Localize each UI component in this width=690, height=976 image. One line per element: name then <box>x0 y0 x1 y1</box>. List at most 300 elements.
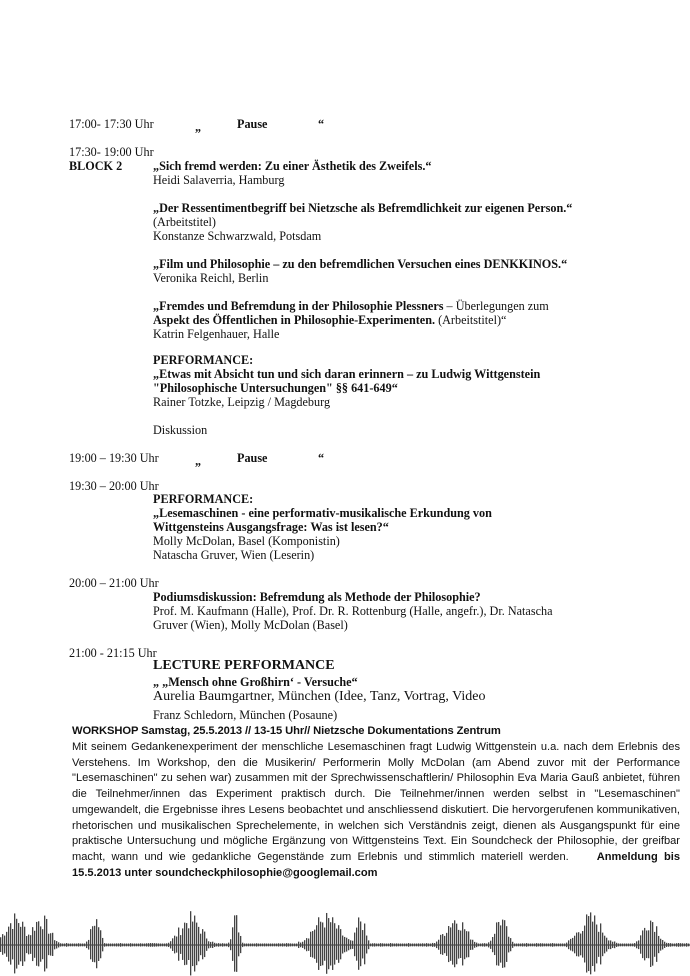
waveform-bar <box>4 936 5 954</box>
waveform-bar <box>152 943 153 947</box>
waveform-bar <box>588 916 589 971</box>
waveform-bar <box>452 923 453 964</box>
waveform-bar <box>582 931 583 958</box>
waveform-bar <box>594 915 595 971</box>
waveform-bar <box>682 943 683 946</box>
waveform-bar <box>498 922 499 966</box>
waveform-bar <box>510 938 511 951</box>
waveform-bar <box>242 943 243 947</box>
waveform-bar <box>310 932 311 957</box>
waveform-bar <box>616 943 617 947</box>
waveform-bar <box>396 943 397 946</box>
slot2000-line1: Prof. M. Kaufmann (Halle), Prof. Dr. R. Rottenburg (Halle, angefr.), Dr. Natascha <box>153 604 553 618</box>
pause2-close-quote: “ <box>318 451 325 465</box>
waveform-bar <box>508 937 509 953</box>
waveform-bar <box>586 914 587 972</box>
waveform-bar <box>606 938 607 952</box>
waveform-bar <box>186 923 187 965</box>
waveform-bar <box>550 943 551 946</box>
waveform-bar <box>254 944 255 947</box>
waveform-bar <box>176 937 177 953</box>
waveform-bar <box>178 928 179 961</box>
waveform-bar <box>228 943 229 948</box>
waveform-bar <box>210 942 211 948</box>
slot2100-time: 21:00 - 21:15 Uhr <box>69 646 157 660</box>
waveform-bar <box>340 929 341 959</box>
waveform-bar <box>204 932 205 957</box>
waveform-bar <box>108 944 109 947</box>
waveform-bar <box>468 931 469 957</box>
waveform-bar <box>168 943 169 947</box>
waveform-bar <box>294 944 295 947</box>
waveform-bar <box>524 943 525 946</box>
waveform-bar <box>552 943 553 947</box>
waveform-bar <box>50 933 51 955</box>
waveform-bar <box>610 940 611 949</box>
waveform-bar <box>264 943 265 946</box>
waveform-bar <box>136 944 137 947</box>
waveform-bar <box>270 944 271 947</box>
waveform-bar <box>14 913 15 973</box>
waveform-bar <box>38 921 39 966</box>
waveform-bar <box>120 943 121 947</box>
waveform-bar <box>10 923 11 964</box>
waveform-bar <box>668 943 669 947</box>
waveform-bar <box>592 922 593 966</box>
waveform-bar <box>486 944 487 947</box>
waveform-bar <box>114 944 115 947</box>
waveform-bar <box>36 922 37 966</box>
waveform-bar <box>656 926 657 962</box>
waveform-bar <box>684 943 685 946</box>
waveform-bar <box>412 944 413 947</box>
waveform-bar <box>374 943 375 946</box>
waveform-bar <box>354 933 355 957</box>
waveform-bar <box>260 944 261 947</box>
pause2-time: 19:00 – 19:30 Uhr <box>69 451 159 465</box>
waveform-bar <box>130 943 131 946</box>
waveform-bar <box>284 944 285 947</box>
waveform-bar <box>64 944 65 947</box>
waveform-bar <box>282 943 283 946</box>
waveform-bar <box>232 927 233 961</box>
waveform-bar <box>504 920 505 967</box>
slot2000-title: Podiumsdiskussion: Befremdung als Methode der Philosophie? <box>153 590 481 604</box>
waveform-bar <box>128 944 129 947</box>
waveform-bar <box>240 936 241 953</box>
waveform-bar <box>332 917 333 970</box>
waveform-bar <box>680 943 681 946</box>
waveform-bar <box>32 927 33 961</box>
waveform-bar <box>88 940 89 950</box>
waveform-bar <box>206 939 207 951</box>
waveform-bar <box>628 944 629 947</box>
waveform-bar <box>390 943 391 947</box>
waveform-bar <box>336 929 337 960</box>
waveform-bar <box>380 943 381 947</box>
waveform-bar <box>570 939 571 951</box>
waveform-bar <box>94 926 95 962</box>
waveform-bar <box>42 929 43 959</box>
waveform-bar <box>372 943 373 946</box>
waveform-bar <box>624 944 625 947</box>
waveform-bar <box>382 943 383 946</box>
waveform-bar <box>418 943 419 946</box>
waveform-bar <box>238 932 239 956</box>
talk4-title-line2 <box>153 313 506 327</box>
waveform-bar <box>500 925 501 962</box>
waveform-bar <box>56 941 57 948</box>
waveform-bar <box>146 943 147 946</box>
waveform-bar <box>420 944 421 947</box>
slot1930-title-line1: „Lesemaschinen - eine performativ-musikalische Erkundung von <box>153 506 492 520</box>
waveform-bar <box>322 922 323 965</box>
waveform-bar <box>482 943 483 946</box>
waveform-bar <box>244 944 245 947</box>
waveform-bar <box>250 944 251 947</box>
waveform-bar <box>432 943 433 947</box>
waveform-bar <box>480 944 481 947</box>
waveform-bar <box>520 944 521 947</box>
waveform-bar <box>638 940 639 949</box>
waveform-bar <box>2 934 3 955</box>
waveform-bar <box>104 943 105 947</box>
waveform-bar <box>212 942 213 948</box>
waveform-bar <box>394 944 395 947</box>
waveform-bar <box>490 941 491 949</box>
waveform-bar <box>174 936 175 954</box>
waveform-bar <box>84 944 85 947</box>
waveform-bar <box>188 928 189 960</box>
waveform-bar <box>306 938 307 951</box>
waveform-bar <box>286 943 287 947</box>
pause2-label: Pause <box>237 451 268 465</box>
waveform-bar <box>6 932 7 957</box>
waveform-bar <box>184 923 185 966</box>
waveform-bar <box>224 944 225 947</box>
waveform-bar <box>636 941 637 948</box>
waveform-bar <box>602 933 603 957</box>
block2-time: 17:30- 19:00 Uhr <box>69 145 154 159</box>
waveform-bar <box>556 944 557 947</box>
waveform-bar <box>342 936 343 954</box>
waveform-bar <box>672 944 673 947</box>
waveform-bar <box>366 936 367 954</box>
waveform-bar <box>156 943 157 946</box>
waveform-bar <box>202 929 203 959</box>
waveform-bar <box>424 944 425 947</box>
waveform-bar <box>102 938 103 951</box>
waveform-bar <box>362 930 363 958</box>
waveform-bar <box>494 934 495 955</box>
waveform-bar <box>356 928 357 961</box>
waveform-bar <box>548 944 549 947</box>
waveform-bar <box>446 933 447 956</box>
waveform-bar <box>444 936 445 953</box>
waveform-bar <box>214 943 215 947</box>
waveform-bar <box>364 924 365 965</box>
waveform-bar <box>650 921 651 967</box>
workshop-registration: Anmeldung bis 15.5.2013 unter soundcheckphilosophie@googlemail.com <box>72 850 681 879</box>
waveform-bar <box>100 930 101 958</box>
pause1-close-quote: “ <box>318 117 325 131</box>
waveform-bar <box>110 944 111 947</box>
waveform-bar <box>370 944 371 947</box>
waveform-bar <box>12 929 13 959</box>
talk4-title-line1-rest: – Überlegungen zum <box>443 299 549 313</box>
waveform-bar <box>320 922 321 966</box>
waveform-bar <box>660 939 661 951</box>
talk3-speaker: Veronika Reichl, Berlin <box>153 271 269 285</box>
waveform-bar <box>462 922 463 965</box>
waveform-bar <box>272 944 273 947</box>
slot2000-time: 20:00 – 21:00 Uhr <box>69 576 159 590</box>
waveform-bar <box>454 920 455 967</box>
waveform-bar <box>540 943 541 946</box>
talk2-note: (Arbeitstitel) <box>153 215 216 229</box>
waveform-bar <box>448 926 449 962</box>
waveform-bar <box>496 922 497 965</box>
waveform-decoration <box>0 905 690 976</box>
talk4-title-line1-bold: „Fremdes und Befremdung in der Philosophie Plessners <box>153 299 444 313</box>
waveform-bar <box>488 942 489 947</box>
waveform-bar <box>538 943 539 946</box>
waveform-bar <box>118 943 119 946</box>
waveform-bar <box>376 944 377 947</box>
workshop-body <box>72 740 680 881</box>
waveform-bar <box>66 943 67 947</box>
discussion-label: Diskussion <box>153 423 208 437</box>
waveform-bar <box>392 943 393 946</box>
waveform-bar <box>536 943 537 947</box>
pause1-label: Pause <box>237 117 268 131</box>
waveform-bar <box>648 930 649 958</box>
waveform-bar <box>296 944 297 947</box>
waveform-bar <box>600 923 601 964</box>
performance-title-line2: "Philosophische Untersuchungen" §§ 641-649“ <box>153 381 398 395</box>
waveform-bar <box>180 935 181 954</box>
waveform-bar <box>266 944 267 947</box>
waveform-bar <box>330 922 331 965</box>
waveform-bar <box>408 943 409 947</box>
waveform-bar <box>352 941 353 949</box>
waveform-bar <box>150 943 151 947</box>
waveform-bar <box>34 931 35 958</box>
waveform-bar <box>326 913 327 974</box>
waveform-bar <box>216 943 217 946</box>
waveform-bar <box>334 923 335 964</box>
waveform-bar <box>24 927 25 962</box>
waveform-bar <box>584 926 585 963</box>
waveform-bar <box>534 944 535 947</box>
waveform-bar <box>328 918 329 969</box>
waveform-bar <box>612 942 613 948</box>
waveform-bar <box>324 928 325 961</box>
waveform-bar <box>618 943 619 946</box>
waveform-bar <box>542 943 543 946</box>
waveform-bar <box>256 943 257 946</box>
waveform-bar <box>230 939 231 950</box>
slot1930-heading: PERFORMANCE: <box>153 492 254 506</box>
waveform-bar <box>406 944 407 947</box>
waveform-bar <box>580 934 581 956</box>
waveform-bar <box>160 943 161 946</box>
waveform-bar <box>154 943 155 947</box>
waveform-bar <box>262 944 263 947</box>
waveform-bar <box>502 920 503 968</box>
waveform-bar <box>516 944 517 947</box>
waveform-bar <box>80 944 81 947</box>
waveform-bar <box>676 943 677 946</box>
waveform-bar <box>138 944 139 947</box>
waveform-bar <box>144 944 145 947</box>
waveform-bar <box>134 944 135 947</box>
waveform-bar <box>632 944 633 947</box>
waveform-bar <box>440 935 441 954</box>
waveform-bar <box>122 944 123 947</box>
waveform-bar <box>644 928 645 960</box>
waveform-bar <box>358 917 359 969</box>
pause2-open-quote: „ <box>195 454 202 468</box>
waveform-bar <box>196 923 197 966</box>
workshop-heading: WORKSHOP Samstag, 25.5.2013 // 13-15 Uhr// Nietzsche Dokumentations Zentrum <box>72 725 501 737</box>
slot2100-person2: Franz Schledorn, München (Posaune) <box>153 708 338 722</box>
talk4-note: (Arbeitstitel)“ <box>435 313 507 327</box>
waveform-bar <box>688 944 689 947</box>
waveform-bar <box>96 919 97 968</box>
waveform-bar <box>360 921 361 966</box>
talk2-title: „Der Ressentimentbegriff bei Nietzsche als Befremdlichkeit zur eigenen Person.“ <box>153 201 573 215</box>
waveform-bar <box>546 943 547 946</box>
waveform-bar <box>200 934 201 955</box>
waveform-bar <box>622 944 623 947</box>
slot1930-time: 19:30 – 20:00 Uhr <box>69 479 159 493</box>
waveform-bar <box>434 943 435 947</box>
waveform-bar <box>564 944 565 947</box>
waveform-bar <box>654 932 655 957</box>
waveform-bar <box>82 944 83 947</box>
waveform-bar <box>22 922 23 966</box>
waveform-bar <box>438 940 439 950</box>
waveform-bar <box>652 922 653 966</box>
waveform-bar <box>54 940 55 949</box>
waveform-bar <box>344 937 345 952</box>
waveform-bar <box>484 943 485 946</box>
waveform-bar <box>288 943 289 946</box>
waveform-bar <box>308 939 309 951</box>
waveform-bar <box>318 917 319 970</box>
waveform-bar <box>554 943 555 946</box>
waveform-bar <box>18 923 19 965</box>
waveform-bar <box>678 943 679 947</box>
waveform-bar <box>194 916 195 972</box>
waveform-bar <box>148 943 149 947</box>
slot2100-person1: Aurelia Baumgartner, München (Idee, Tanz, Vortrag, Video <box>153 689 486 704</box>
waveform-bar <box>252 944 253 947</box>
waveform-bar <box>518 944 519 947</box>
waveform-bar <box>16 919 17 969</box>
waveform-bar <box>304 940 305 949</box>
talk4-speaker: Katrin Felgenhauer, Halle <box>153 327 280 341</box>
waveform-bar <box>476 943 477 948</box>
waveform-bar <box>664 942 665 948</box>
waveform-bar <box>478 944 479 947</box>
talk1-speaker: Heidi Salaverria, Hamburg <box>153 173 285 187</box>
performance-heading: PERFORMANCE: <box>153 353 254 367</box>
waveform-bar <box>276 944 277 947</box>
waveform-bar <box>514 944 515 947</box>
waveform-bar <box>422 943 423 946</box>
waveform-bar <box>126 944 127 947</box>
waveform-bar <box>576 933 577 957</box>
waveform-bar <box>44 916 45 972</box>
talk1-title: „Sich fremd werden: Zu einer Ästhetik des Zweifels.“ <box>153 159 432 173</box>
waveform-bar <box>226 944 227 947</box>
waveform-bar <box>26 936 27 953</box>
waveform-bar <box>530 944 531 947</box>
slot1930-person1: Molly McDolan, Basel (Komponistin) <box>153 534 340 548</box>
waveform-bar <box>346 938 347 952</box>
waveform-bar <box>630 944 631 947</box>
waveform-bar <box>198 927 199 961</box>
waveform-bar <box>464 929 465 959</box>
waveform-bar <box>658 936 659 953</box>
waveform-bar <box>404 944 405 947</box>
waveform-bar <box>132 944 133 947</box>
waveform-bar <box>58 942 59 947</box>
waveform-bar <box>532 944 533 947</box>
waveform-bar <box>562 943 563 946</box>
waveform-bar <box>398 944 399 947</box>
waveform-bar <box>506 926 507 962</box>
waveform-bar <box>544 944 545 947</box>
slot1930-person2: Natascha Gruver, Wien (Leserin) <box>153 548 315 562</box>
waveform-bar <box>28 935 29 955</box>
waveform-bar <box>558 944 559 947</box>
waveform-bar <box>190 911 191 975</box>
waveform-bar <box>292 944 293 947</box>
waveform-bar <box>236 915 237 972</box>
waveform-bar <box>512 942 513 948</box>
waveform-bar <box>598 932 599 957</box>
waveform-bar <box>274 944 275 947</box>
waveform-bar <box>368 940 369 949</box>
waveform-bar <box>402 944 403 947</box>
waveform-bar <box>686 943 687 947</box>
waveform-bar <box>626 944 627 947</box>
waveform-bar <box>166 943 167 946</box>
waveform-bar <box>566 943 567 948</box>
waveform-bar <box>30 935 31 954</box>
waveform-bar <box>62 944 63 947</box>
waveform-bar <box>492 937 493 952</box>
waveform-bar <box>620 944 621 947</box>
waveform-bar <box>608 940 609 949</box>
waveform-bar <box>76 944 77 947</box>
waveform-bar <box>124 944 125 947</box>
waveform-bar <box>280 944 281 947</box>
waveform-bar <box>90 929 91 959</box>
waveform-bar <box>248 944 249 947</box>
waveform-bar <box>640 935 641 953</box>
waveform-bar <box>528 944 529 947</box>
waveform-bar <box>312 931 313 958</box>
waveform-bar <box>278 943 279 946</box>
waveform-bar <box>182 928 183 959</box>
waveform-bar <box>614 941 615 948</box>
waveform-bar <box>92 926 93 962</box>
waveform-bar <box>48 934 49 955</box>
